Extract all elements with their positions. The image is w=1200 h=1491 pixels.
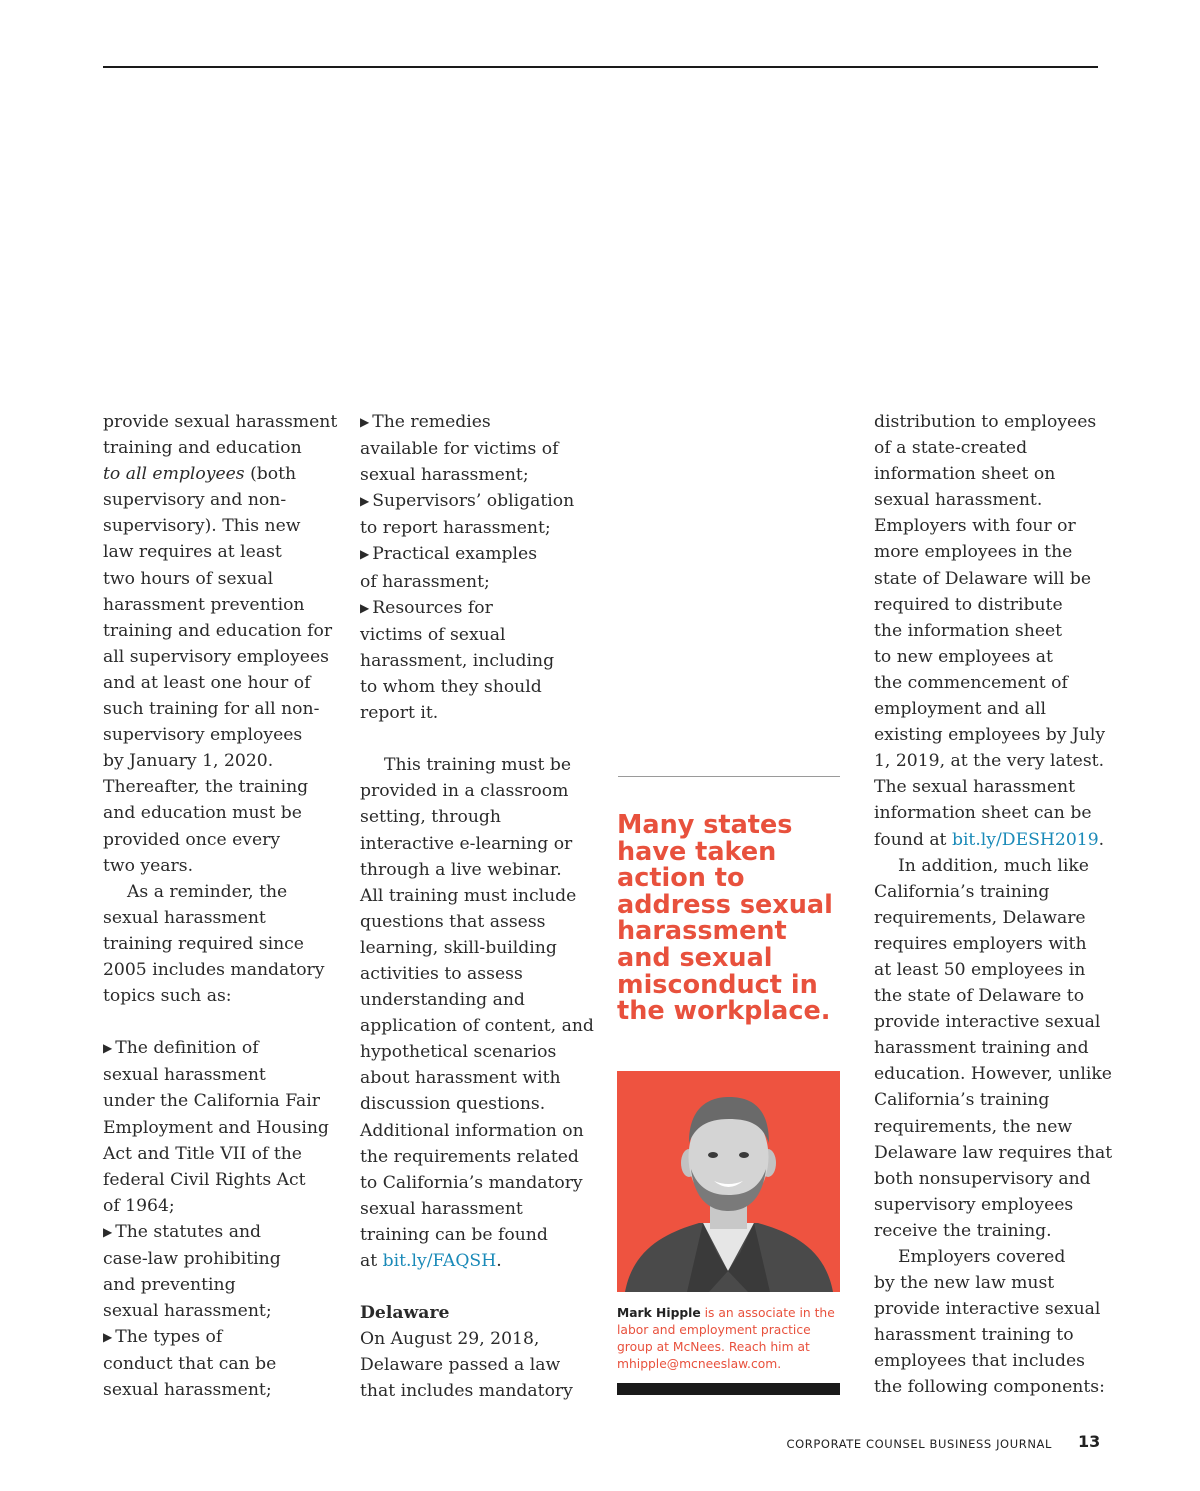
body-line: about harassment with (360, 1068, 561, 1089)
body-line: provided once every (103, 829, 281, 850)
body-line: the commencement of (874, 672, 1068, 693)
bullet-item: ▶ The definition of (103, 1035, 335, 1062)
bullet-item: ▶ The types of (103, 1324, 335, 1351)
author-email[interactable]: mhipple@mcneeslaw.com. (617, 1357, 782, 1371)
body-line: sexual harassment. (874, 490, 1043, 511)
body-line: distribution to employees (874, 412, 1097, 432)
pull-quote-line: misconduct in (617, 969, 818, 1000)
body-line: of a state-created (874, 438, 1028, 459)
bullet-item: ▶ Supervisors’ obligation (360, 488, 592, 515)
body-line: receive the training. (874, 1220, 1052, 1241)
body-line: requirements, Delaware (874, 907, 1086, 928)
pull-quote-line: address sexual (617, 889, 833, 920)
body-line: Employers with four or (874, 516, 1076, 537)
body-line: at bit.ly/FAQSH. (360, 1251, 502, 1271)
body-line: Employment and Housing (103, 1117, 329, 1138)
body-line: harassment training to (874, 1325, 1074, 1346)
body-line: activities to assess (360, 963, 523, 984)
pull-quote-line: have taken (617, 836, 777, 867)
author-photo (617, 1071, 840, 1292)
body-line: and at least one hour of (103, 672, 311, 693)
body-line: supervisory employees (874, 1194, 1074, 1215)
body-line: employment and all (874, 699, 1046, 720)
body-line: to whom they should (360, 676, 542, 697)
pull-quote-line: harassment (617, 916, 787, 947)
body-line: interactive e-learning or (360, 833, 573, 854)
body-line: through a live webinar. (360, 859, 562, 880)
publication-footer: CORPORATE COUNSEL BUSINESS JOURNAL (786, 1437, 1052, 1451)
pull-quote-line: Many states (617, 810, 793, 840)
body-line: education. However, unlike (874, 1064, 1112, 1085)
body-line: learning, skill-building (360, 937, 557, 958)
body-line: the information sheet (874, 620, 1063, 641)
body-line: the requirements related (360, 1146, 579, 1167)
body-line: sexual harassment; (103, 1301, 272, 1322)
body-line: setting, through (360, 807, 501, 828)
article-column-1 (103, 409, 338, 1404)
pull-quote-line: the workplace. (617, 996, 831, 1027)
pull-quote-line: action to (617, 863, 745, 894)
pull-quote-line: and sexual (617, 942, 773, 973)
body-line: harassment, including (360, 650, 555, 671)
body-line: training and education for (103, 620, 333, 641)
body-line: that includes mandatory (360, 1381, 573, 1402)
bio-line: group at McNees. Reach him at (617, 1340, 810, 1354)
body-line: training and education (103, 438, 302, 459)
body-line: sexual harassment (360, 1198, 523, 1219)
paragraph-gap (360, 1274, 592, 1300)
body-line: federal Civil Rights Act (103, 1169, 306, 1190)
body-line: discussion questions. (360, 1094, 546, 1115)
body-line: requirements, the new (874, 1116, 1073, 1137)
body-line: 1, 2019, at the very latest. (874, 751, 1105, 772)
body-line: provide interactive sexual (874, 1012, 1101, 1033)
body-line: requires employers with (874, 933, 1087, 954)
bio-bottom-bar (617, 1383, 840, 1395)
body-line: understanding and (360, 990, 525, 1011)
body-line: under the California Fair (103, 1091, 320, 1112)
body-line: employees that includes (874, 1351, 1086, 1372)
body-line: training can be found (360, 1224, 548, 1245)
bullet-item: ▶ Practical examples (360, 541, 592, 568)
body-line: two hours of sexual (103, 568, 274, 589)
body-line: supervisory employees (103, 725, 303, 746)
body-line: both nonsupervisory and (874, 1168, 1091, 1189)
author-portrait-illustration (617, 1071, 840, 1292)
body-line: required to distribute (874, 594, 1063, 615)
body-line: questions that assess (360, 911, 546, 932)
page-number: 13 (1078, 1432, 1101, 1451)
body-line: and preventing (103, 1275, 236, 1296)
body-line: provided in a classroom (360, 781, 569, 802)
body-line: more employees in the (874, 542, 1073, 563)
pullquote-rule (618, 776, 840, 777)
body-line: available for victims of (360, 439, 559, 460)
body-line: of 1964; (103, 1195, 175, 1216)
body-line: to report harassment; (360, 518, 551, 539)
body-line: all supervisory employees (103, 646, 329, 667)
body-line: the state of Delaware to (874, 986, 1085, 1007)
emphasis-text: to all employees (103, 464, 245, 485)
body-line: by January 1, 2020. (103, 751, 274, 772)
paragraph-gap (360, 726, 592, 752)
body-line: Thereafter, the training (103, 777, 309, 798)
pull-quote (617, 812, 847, 1025)
body-line: at least 50 employees in (874, 959, 1086, 980)
body-line: by the new law must (874, 1273, 1055, 1294)
body-line: Delaware law requires that (874, 1142, 1113, 1163)
body-line: and education must be (103, 803, 302, 824)
body-line: to California’s mandatory (360, 1172, 583, 1193)
body-line: topics such as: (103, 986, 232, 1007)
body-line: law requires at least (103, 542, 282, 563)
body-line: training required since (103, 933, 304, 954)
bio-line: labor and employment practice (617, 1323, 811, 1337)
body-line: This training must be (384, 755, 572, 776)
body-line: supervisory and non- (103, 490, 287, 511)
body-line: report it. (360, 703, 439, 724)
bullet-item: ▶ The remedies (360, 409, 592, 436)
body-line: 2005 includes mandatory (103, 959, 325, 980)
bio-line: Mark Hipple is an associate in the (617, 1306, 835, 1320)
body-line: sexual harassment; (360, 465, 529, 486)
body-line: All training must include (360, 885, 577, 906)
body-line: supervisory). This new (103, 516, 301, 537)
body-line: information sheet on (874, 464, 1056, 485)
body-line: Additional information on (360, 1120, 584, 1141)
paragraph-gap (103, 1009, 335, 1035)
body-line: existing employees by July (874, 725, 1106, 746)
body-line: As a reminder, the (127, 881, 288, 902)
body-line: hypothetical scenarios (360, 1042, 557, 1063)
bullet-item: ▶ The statutes and (103, 1219, 335, 1246)
desh2019-link[interactable]: bit.ly/DESH2019 (951, 829, 1099, 850)
author-bio (617, 1305, 841, 1373)
body-line: Delaware passed a law (360, 1355, 561, 1376)
body-line: provide interactive sexual (874, 1299, 1101, 1320)
section-heading-delaware: Delaware (360, 1303, 450, 1324)
body-line: the following components: (874, 1377, 1105, 1398)
body-line: sexual harassment (103, 907, 266, 928)
body-line: such training for all non- (103, 699, 320, 720)
body-line: found at bit.ly/DESH2019. (874, 829, 1105, 850)
body-line: California’s training (874, 881, 1050, 902)
article-column-2 (360, 409, 592, 1405)
body-line: victims of sexual (360, 624, 506, 645)
body-line: case-law prohibiting (103, 1249, 281, 1269)
body-line: In addition, much like (898, 855, 1089, 876)
body-line: application of content, and (360, 1016, 594, 1037)
body-line: California’s training (874, 1090, 1050, 1111)
author-name: Mark Hipple (617, 1306, 701, 1320)
body-line: to new employees at (874, 646, 1053, 667)
body-line: state of Delaware will be (874, 568, 1092, 589)
body-line: two years. (103, 855, 194, 876)
body-line: information sheet can be (874, 803, 1092, 824)
top-rule (103, 66, 1098, 68)
article-column-4 (874, 409, 1113, 1401)
body-line: Act and Title VII of the (103, 1143, 302, 1164)
body-line: conduct that can be (103, 1354, 277, 1375)
body-line: The sexual harassment (874, 777, 1075, 798)
body-line: harassment prevention (103, 594, 305, 615)
body-line: Employers covered (898, 1247, 1066, 1267)
bullet-item: ▶ Resources for (360, 595, 592, 622)
faqsh-link[interactable]: bit.ly/FAQSH (382, 1251, 497, 1271)
body-line: harassment training and (874, 1038, 1089, 1059)
body-line: sexual harassment; (103, 1380, 272, 1401)
body-line: On August 29, 2018, (360, 1329, 540, 1350)
body-line: to all employees (both (103, 464, 297, 485)
body-line: of harassment; (360, 571, 490, 592)
body-line: provide sexual harassment (103, 412, 338, 432)
body-line: sexual harassment (103, 1065, 266, 1086)
